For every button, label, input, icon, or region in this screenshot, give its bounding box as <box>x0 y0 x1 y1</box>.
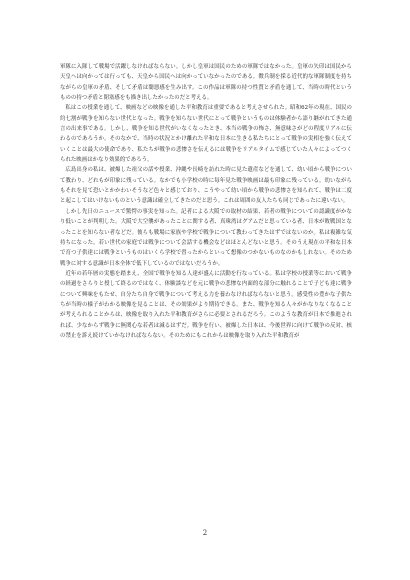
paragraph: 近年の若年層の実態を踏まえ、全国で戦争を知る人達が盛んに活動を行なっている。私は学校の授業等において戦争の経過をさらりと授して終るのではなく、体験談などを元に戦争の悲惨な内面的な部分に触れることで子ども達に戦争について興味をもたせ、自分たち自身で戦争について考える力を養わなければならないと思う。感受性の豊かな子供たちが当時の様子がわかる映像を見ることは、その効果がより期待できる。また、戦争を知る人々がかなりなくなることが考えられることからは、映像を取り入れた平和教育がさらに必要とされるだろう。このような教育が日本で推進されれば、少なからず戦争に無関心な若者は減るはずだ。戦争を行い、被爆した日本は、今後世界に向けて戦争の反対、核の禁止を訴え続けていかなければならない。そのためにもこれからは映像を取り入れた平和教育が <box>60 270 352 339</box>
body-text <box>60 62 352 341</box>
paragraph: 広島出身の私は、被爆した祖父の話や授業、沖縄や長崎を訪れた時に見た遺産などを通して、幼い頃から戦争について教わり、どれもが印象に残っている。なかでも小学校の時に毎年見た戦争映画は最も印象に残っている。幼いながらもそれを見て恐いとかかわいそうなど色々と感じており、こうやって幼い頃から戦争の悲惨さを知られて、戦争は二度と起こしてはいけないものという意識は確立してきたのだと思う。これは周囲の友人たちも同じであったに違いない。 <box>60 167 352 205</box>
page-number: 2 <box>202 529 208 537</box>
paragraph: 軍隊に入隊して戦場で活躍しなければならない。しかし皇軍は国民のための軍隊ではなかった。皇軍の矢印は国民から天皇へは向かっては行っても、天皇から国民へは向かっていなかったのである。徴兵制を採る近代的な軍隊制度を持ちながらの皇軍の矛盾、そして矛盾は闇悪感を生み出す。この作品は軍隊の持つ性質と矛盾を通して、当時の時代というものの持つ矛盾と閉塞感をも描き出したかったのだと考える。 <box>60 64 352 102</box>
paragraph: しかし先日のニュースで驚愕の事実を知った。記者による大阪での取材の結果、若者の戦争についての認識度がかなり低いことが判明した。大阪で大空襲があったことに関する者、真珠湾はグアムだと思っている者、日本が敗戦国となったことを知らない者などだ。彼らも戦場に家族や学校で戦争について教わってきたはずではないのか。私は複雑な気持ちになった。若い世代の家庭では戦争について会話する機会などはほとんどないと思う。そのうえ現在の平和な日本で育つ子供達には戦争というものはいくら学校で習ったからといって想像のつかないものなのかもしれない。そのため戦争に対する意識が日本全体で低下しているのではないだろうか。 <box>60 208 352 267</box>
paragraph: 私はこの授業を通して、映画などの映像を通した平和教育は重要であると考えさせられた。昭和62年の現在、国民の約七割が戦争を知らない世代となった。戦争を知らない世代にとって戦争というものは体験者から語り継がれてきた通言の出来事である。しかし、戦争を知る世代がいなくなったとき、本当の戦争の怖さ、無意味さがどの程度リアルに伝わるのであろうか。そのなかで、当時の状況とかけ離れた平和な日本に生きる私たちにとって戦争の実相を強く伝えていくことは最大の使命であり、私たちが戦争の悲惨さを伝えるには戦争をリアルタイムで感じていた人々によってつくられた映画はかなり効果的であろう。 <box>60 105 352 164</box>
